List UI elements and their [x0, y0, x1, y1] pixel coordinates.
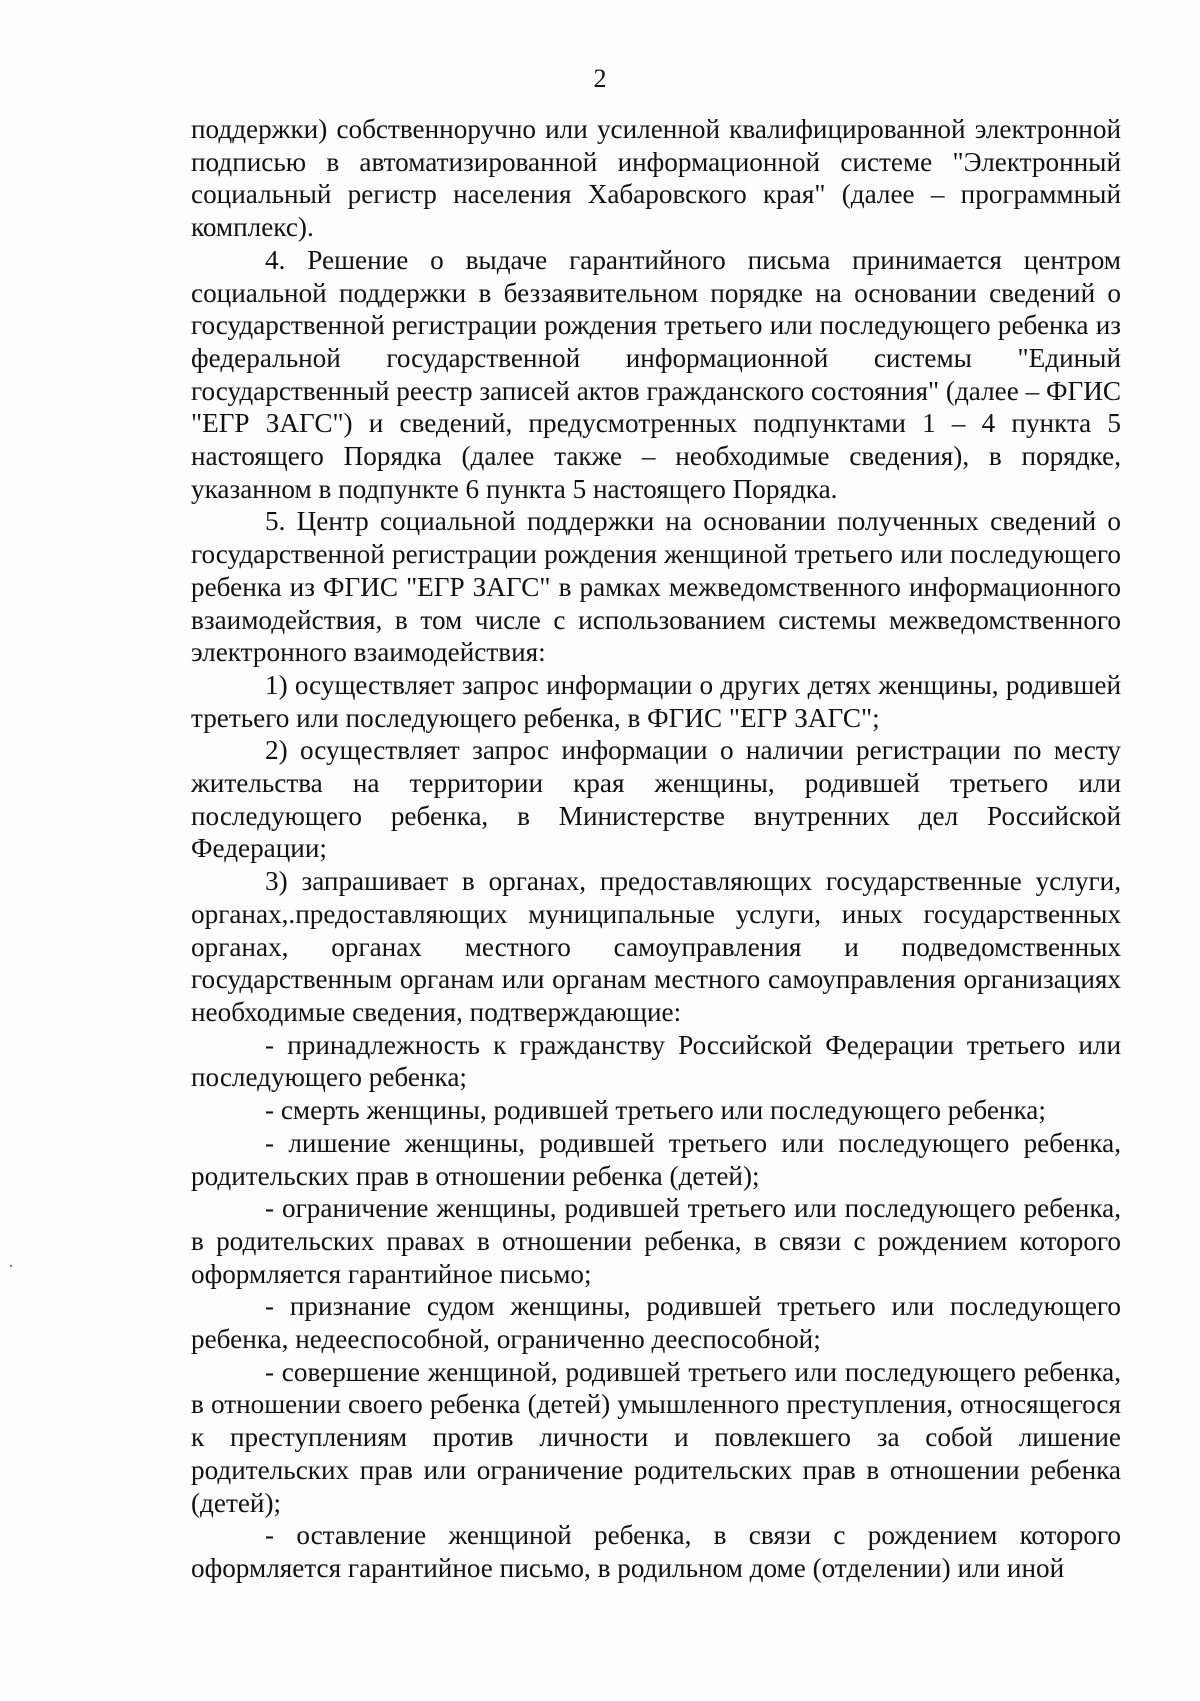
list-item-deprivation-of-rights: - лишение женщины, родившей третьего или последующего ребенка, родительских прав в отношении ребенка (детей);	[191, 1127, 1121, 1191]
paragraph-continuation: поддержки) собственноручно или усиленной квалифицированной электронной подписью в автоматизированной информационной системе "Электронный социальный регистр населения Хабаровского края" (далее – программный комплекс).	[191, 114, 1121, 243]
scan-artifact-dot	[10, 1265, 12, 1267]
list-item-abandonment: - оставление женщиной ребенка, в связи с рождением которого оформляется гарантийное письмо, в родильном доме (отделении) или иной	[191, 1520, 1121, 1583]
list-item-restriction-of-rights: - ограничение женщины, родившей третьего или последующего ребенка, в родительских правах в отношении ребенка, в связи с рождением которого оформляется гарантийное письмо;	[191, 1193, 1121, 1289]
subitem-1: 1) осуществляет запрос информации о других детях женщины, родившей третьего или последующего ребенка, в ФГИС "ЕГР ЗАГС";	[191, 669, 1121, 733]
paragraph-item-5: 5. Центр социальной поддержки на основании полученных сведений о государственной регистрации рождения женщиной третьего или последующего ребенка из ФГИС "ЕГР ЗАГС" в рамках межведомственного информационного взаимодействия, в том числе с использованием системы межведомственного электронного взаимодействия:	[191, 506, 1121, 668]
subitem-2: 2) осуществляет запрос информации о наличии регистрации по месту жительства на территории края женщины, родившей третьего или последующего ребенка, в Министерстве внутренних дел Российской Федерации;	[191, 735, 1121, 864]
list-item-crime: - совершение женщиной, родившей третьего или последующего ребенка, в отношении своего ребенка (детей) умышленного преступления, относящегося к преступлениям против личности и повлекшего за собой лишение родительских прав или ограничение родительских прав в отношении ребенка (детей);	[191, 1356, 1121, 1518]
paragraph-item-4: 4. Решение о выдаче гарантийного письма принимается центром социальной поддержки в беззаявительном порядке на основании сведений о государственной регистрации рождения третьего или последующего ребенка из федеральной государственной информационной системы "Единый государственный реестр записей актов гражданского состояния" (далее – ФГИС "ЕГР ЗАГС") и сведений, предусмотренных подпунктами 1 – 4 пункта 5 настоящего Порядка (далее также – необходимые сведения), в порядке, указанном в подпункте 6 пункта 5 настоящего Порядка.	[191, 244, 1121, 504]
subitem-3: 3) запрашивает в органах, предоставляющих государственные услуги, органах,.предоставляющих муниципальные услуги, иных государственных органах, органах местного самоуправления и подведомственных государственным органам или органам местного самоуправления организациях необходимые сведения, подтверждающие:	[191, 866, 1121, 1027]
document-body	[191, 113, 1121, 1585]
list-item-death: - смерть женщины, родившей третьего или последующего ребенка;	[265, 1095, 1046, 1126]
page-number: 2	[593, 64, 607, 93]
list-item-incapacity: - признание судом женщины, родившей третьего или последующего ребенка, недееспособной, ограниченно дееспособной;	[191, 1291, 1121, 1355]
list-item-citizenship: - принадлежность к гражданству Российской Федерации третьего или последующего ребенка;	[191, 1029, 1121, 1093]
